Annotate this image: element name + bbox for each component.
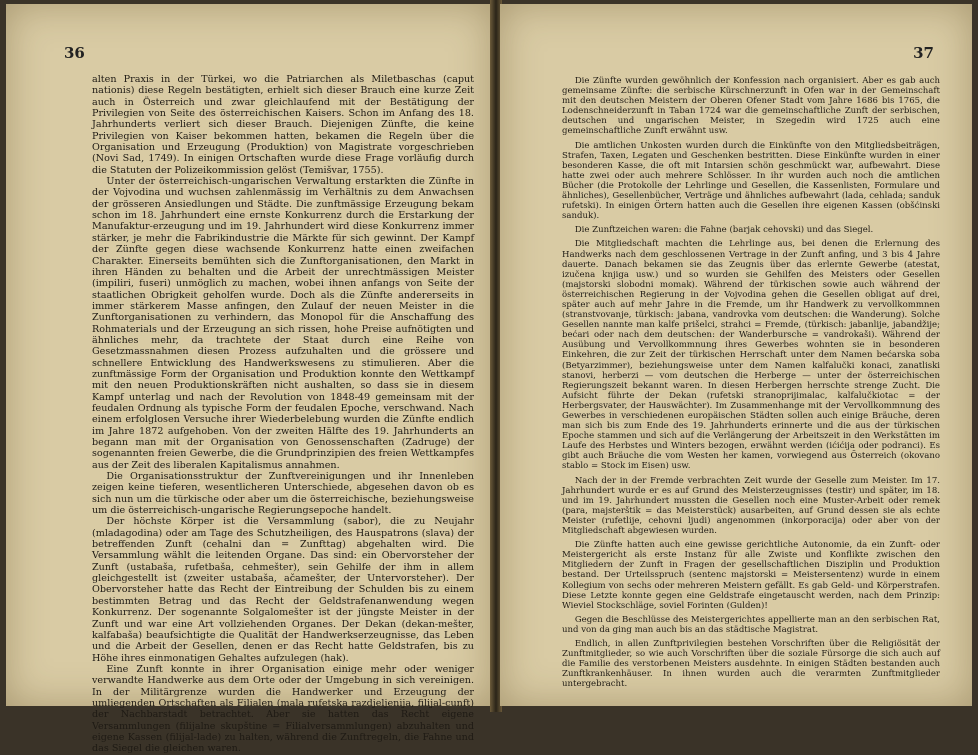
page-number-right: 37	[913, 44, 934, 62]
left-page	[6, 4, 492, 755]
paragraph: Unter der österreichisch-ungarischen Verwaltung erstarkten die Zünfte in der Vojvodina und wuchsen zahlenmässig im Verhältnis zu dem Anwachsen der grösseren Ansiedlungen und Städte. Die zunftmässige Erzeugung bekam schon im 18. Jahrhundert eine ernste Konkurrenz durch die Erstarkung der Manufaktur-erzeugung und im 19. Jahrhundert wird diese Konkurrenz immer stärker, je mehr die Fabrikindustrie die Märkte für sich gewinnt. Der Kampf der Zünfte gegen diese wachsende Konkurrenz hatte einen zweifachen Charakter. Einerseits bemühten sich die Zunftorganisationen, den Markt in ihren Händen zu behalten und die Arbeit der unrechtmässigen Meister (impiliri, fuseri) unmöglich zu machen, wobei ihnen anfangs von Seite der staatlichen Obrigkeit geholfen wurde. Doch als die Zünfte andererseits in immer stärkerem Masse anfingen, den Zulauf der neuen Meister in die Zunftorganisationen zu verhindern, das Monopol für die Anschaffung des Rohmaterials und der Erzeugung an sich rissen, hohe Preise aufnötigten und ähnliches mehr, da trachtete der Staat durch eine Reihe von Gesetzmassnahmen diesen Prozess aufzuhalten und die grössere und schnellere Entwicklung des Handwerkswesens zu stimulieren. Aber die zunftmässige Form der Organisation und Produktion konnte den Wettkampf mit den neuen Produktionskräften nicht aushalten, so dass sie in diesem Kampf unterlag und nach der Revolution von 1848-49 gemeinsam mit der feudalen Ordnung als typische Form der feudalen Epoche, verschwand. Nach einem erfolglosen Versuche ihrer Wiederbelebung wurden die Zünfte endlich im Jahre 1872 aufgehoben. Von der zweiten Hälfte des 19. Jahrhunderts an begann man mit der Organisation von Genossenschaften (Zadruge) der sogenannten freien Gewerbe, die die Grundprinzipien des freien Wettkampfes aus der Zeit des liberalen Kapitalismus annahmen.	[92, 176, 474, 471]
paragraph: Der höchste Körper ist die Versammlung (sabor), die zu Neujahr (mladagodina) oder am Tage des Schutzheiligen, des Hauspatrons (slava) der betreffenden Zunft (cehalni dan = Zunfttag) abgehalten wird. Die Versammlung wählt die leitenden Organe. Das sind: ein Obervorsteher der Zunft (ustabaša, rufetbaša, cehmešter), sein Gehilfe der ihm in allem gleichgestellt ist (zweiter ustabaša, ačamešter, der Untervorsteher). Der Obervorsteher hatte das Recht der Eintreibung der Schulden bis zu einem bestimmten Betrag und das Recht der Geldstrafenanwendung wegen Konkurrenz. Der sogenannte Solgalomešter ist der jüngste Meister in der Zunft und war eine Art vollziehenden Organes. Der Dekan (dekan-mešter, kalfabaša) beaufsichtigte die Qualität der Handwerkserzeugnisse, das Leben und die Arbeit der Gesellen, denen er das Recht hatte Geldstrafen, bis zu Höhe ihres einmonatigen Gehaltes aufzulegen (hak).	[92, 516, 474, 664]
paragraph: Die Organisationsstruktur der Zunftvereinigungen und ihr Innenleben zeigen keine tieferen, wesentlicheren Unterschiede, abgesehen davon ob es sich nun um die türkische oder aber um die österreichische, beziehungsweise um die österreichisch-ungarische Regierungsepoche handelt.	[92, 471, 474, 517]
paragraph: Eine Zunft konnte in ihrer Organisation einige mehr oder weniger verwandte Handwerke aus dem Orte oder der Umgebung in sich vereinigen. In der Militärgrenze wurden die Handwerker und Erzeugung der umliegenden Ortschaften als Filialen (mala rufetska razdjeljenija, filijal-cunft) der Nachbarstadt betrachtet. Aber sie hatten das Recht eigene Versammlungen (filijalne skupštine = Filialversammlungen) abzuhalten und eigene Kassen (filijal-lade) zu halten, während die Zunftregeln, die Fahne und das Siegel die gleichen waren.	[92, 663, 474, 755]
paragraph: Gegen die Beschlüsse des Meistergerichtes appellierte man an den serbischen Rat, und von da ging man auch bis an das städtische Magistrat.	[562, 614, 940, 635]
paragraph: Die Zünfte hatten auch eine gewisse gerichtliche Autonomie, da ein Zunft- oder Meistergericht als erste Instanz für alle Zwiste und Konflikte zwischen den Mitgliedern der Zunft in Fragen der gesellschaftlichen Disziplin und Produktion bestand. Der Urteilsspruch (sentenc majstorski = Meistersentenz) wurde in einem Kollegium von sechs oder mehreren Meistern gefällt. Es gab Geld- und Körperstrafen. Diese Letzte konnte gegen eine Geldstrafe eingetauscht werden, nach dem Prinzip: Wieviel Stockschläge, soviel Forinten (Gulden)!	[562, 540, 940, 611]
paragraph: alten Praxis in der Türkei, wo die Patriarchen als Miletbaschas (caput nationis) diese Regeln bestätigten, erhielt sich dieser Brauch eine kurze Zeit auch in Österreich und zwar gleichlaufend mit der Bestätigung der Privilegien von Seite des österreichischen Kaisers. Schon im Anfang des 18. Jahrhunderts verliert sich dieser Brauch. Diejenigen Zünfte, die keine Privilegien von Kaiser bekommen hatten, bekamen die Regeln über die Organisation und Erzeugung (Produktion) von Magistrate vorgeschrieben (Novi Sad, 1749). In einigen Ortschaften wurde diese Frage vorläufig durch die Statuten der Polizeikommission gelöst (Temišvar, 1755).	[92, 74, 474, 176]
paragraph: Die Zünfte wurden gewöhnlich der Konfession nach organisiert. Aber es gab auch gemeinsame Zünfte: die serbische Kürschnerzunft in Ofen war in der Gemeinschaft mit den deutschen Meistern der Oberen Ofener Stadt vom Jahre 1686 bis 1765, die Lodenschneiderzunft in Taban 1724 war die gemeinschaftliche Zunft der serbischen, deutschen und ungarischen Meister, in Szegedin wird 1725 auch eine gemeinschaftliche Zunft erwähnt usw.	[562, 76, 940, 137]
paragraph: Die amtlichen Unkosten wurden durch die Einkünfte von den Mitgliedsbeiträgen, Strafen, Taxen, Legaten und Geschenken bestritten. Diese Einkünfte wurden in einer besonderen Kasse, die oft mit Intarsien schön geschmückt war, aufbewahrt. Diese hatte zwei oder auch mehrere Schlösser. In ihr wurden auch noch die amtlichen Bücher (die Protokolle der Lehrlinge und Gesellen, die Kassenlisten, Formulare und ähnliches), Gesellenbücher, Verträge und ähnliches aufbewahrt (lada, cehlada; sanduk rufetski). In einigen Örtern hatten auch die Gesellen ihre eigenen Kassen (obšćinski sanduk).	[562, 140, 940, 222]
left-page-text	[92, 74, 474, 755]
paragraph: Die Zunftzeichen waren: die Fahne (barjak cehovski) und das Siegel.	[574, 225, 874, 236]
page-number-left: 36	[64, 44, 85, 62]
paragraph: Endlich, in allen Zunftprivilegien bestehen Vorschriften über die Religiösität der Zunftmitglieder, so wie auch Vorschriften über die soziale Fürsorge die sich auch auf die Familie des verstorbenen Meisters ausdehnte. In einigen Städten bestanden auch Zunftkrankenhäuser. In ihnen wurden auch die verarmten Zunftmitglieder untergebracht.	[562, 638, 940, 690]
paragraph: Nach der in der Fremde verbrachten Zeit wurde der Geselle zum Meister. Im 17. Jahrhundert wurde er es auf Grund des Meisterzeugnisses (testir) und später, im 18. und im 19. Jahrhundert mussten die Gesellen noch eine Muster-Arbeit oder remek (para, majsterštik = das Meisterstück) ausarbeiten, auf Grund dessen sie als echte Meister (rufetlije, cehovni ljudi) angenommen (inkorporacija) oder aber von der Mitgliedschaft abgewiesen wurden.	[562, 475, 940, 537]
right-page	[500, 4, 972, 706]
right-page-text	[562, 76, 940, 693]
paragraph: Die Mitgliedschaft machten die Lehrlinge aus, bei denen die Erlernung des Handwerks nach dem geschlossenen Vertrage in der Zunft anfing, und 3 bis 4 Jahre dauerte. Danach bekamen sie das Zeugnis über das erlernte Gewerbe (atestat, izučena knjiga usw.) und so wurden sie Gehilfen des Meisters oder Gesellen (majstorski slobodni momak). Während der türkischen sowie auch während der österreichischen Regierung in der Vojvodina gehen die Gesellen obligat auf drei, später auch auf mehr Jahre in die Fremde, um ihr Handwerk zu vervollkommnen (stranstvovanje, türkisch: jabana, vandrovka vom deutschen: die Wanderung). Solche Gesellen nannte man kalfe prišelci, strahci = Fremde, (türkisch: jabanlije, jabandžije; bećari oder nach dem deutschen: der Wanderbursche = vandrokaši). Während der Ausübung und Vervollkommnung ihres Gewerbes wohnten sie in besonderen Einkehren, die zur Zeit der türkischen Herrschaft unter dem Namen bećarska soba (Betyarzimmer), beziehungsweise unter dem Namen kalfalučki konaci, zanatliski stanovi, herberzi — vom deutschen die Herberge — unter der österreichischen Regierungszeit bekannt waren. In diesen Herbergen herrschte strenge Zucht. Die Aufsicht führte der Dekan (rufetski stranoprijimalac, kalfalučkiotac = der Herbergsvater, der Hauswächter). Im Zusammenhange mit der Vervollkommnung des Gewerbes in verschiedenen europäischen Städten sollen auch einige Bräuche, deren man sich bis zum Ende des 19. Jahrhunderts erinnerte und die aus der türkischen Epoche stammen und sich auf die Verlängerung der Arbeitszeit in den Werkstätten im Laufe des Herbstes und Winters bezogen, erwähnt werden (ićićija oder podranci). Es gibt auch Bräuche die vom Westen her kamen, vorwiegend aus Österreich (okovano stablo = Stock im Eisen) usw.	[562, 239, 940, 472]
